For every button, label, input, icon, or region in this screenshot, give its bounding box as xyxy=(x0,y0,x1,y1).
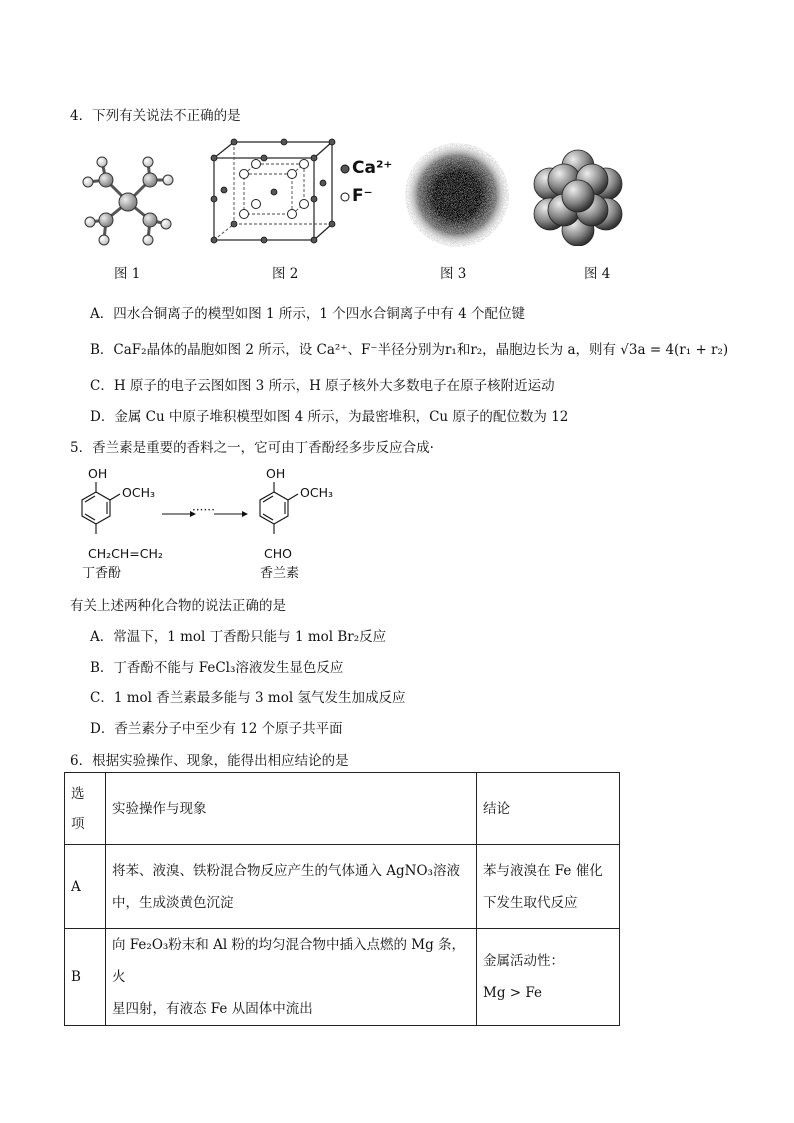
row-a-conclusion: 苯与液溴在 Fe 催化 下发生取代反应 xyxy=(477,845,620,929)
figure-1-copper-complex xyxy=(78,150,178,250)
figure-3-electron-cloud xyxy=(402,140,512,250)
table-row xyxy=(65,845,620,929)
right-oh-group: OH xyxy=(266,466,286,481)
row-b-option: B xyxy=(65,929,106,1026)
table-header-row xyxy=(65,773,620,845)
header-option: 选项 xyxy=(65,773,106,845)
left-och3-group: OCH₃ xyxy=(122,485,155,500)
reaction-scheme xyxy=(66,470,386,550)
figure-2-caf2-unit-cell xyxy=(208,138,338,246)
row-a-operation: 将苯、液溴、铁粉混合物反应产生的气体通入 AgNO₃溶液 中，生成淡黄色沉淀 xyxy=(106,845,477,929)
fluoride-ion-legend-icon xyxy=(340,192,350,202)
q5-intro: 有关上述两种化合物的说法正确的是 xyxy=(70,598,286,614)
calcium-ion-legend-icon xyxy=(340,164,350,174)
reaction-dots: ······ xyxy=(192,503,215,517)
legend-f: F⁻ xyxy=(352,186,373,206)
row-b-operation: 向 Fe₂O₃粉末和 Al 粉的均匀混合物中插入点燃的 Mg 条，火 星四射，有液态 Fe 从固体中流出 xyxy=(106,929,477,1026)
q5-option-b: B．丁香酚不能与 FeCl₃溶液发生显色反应 xyxy=(90,660,344,676)
table-row xyxy=(65,929,620,1026)
q4-option-c: C．H 原子的电子云图如图 3 所示，H 原子核外大多数电子在原子核附近运动 xyxy=(90,378,555,394)
row-b-conclusion: 金属活动性： Mg > Fe xyxy=(477,929,620,1026)
q5-option-d: D．香兰素分子中至少有 12 个原子共平面 xyxy=(90,721,343,737)
figure-4-label: 图 4 xyxy=(584,266,611,282)
q4-stem: 4．下列有关说法不正确的是 xyxy=(70,108,241,124)
figure-2-label: 图 2 xyxy=(272,266,299,282)
q4-option-a: A．四水合铜离子的模型如图 1 所示，1 个四水合铜离子中有 4 个配位键 xyxy=(90,306,525,322)
right-cho-group: CHO xyxy=(264,546,292,561)
header-operation: 实验操作与现象 xyxy=(106,773,477,845)
q5-stem: 5．香兰素是重要的香料之一，它可由丁香酚经多步反应合成· xyxy=(70,440,434,456)
eugenol-name: 丁香酚 xyxy=(82,566,122,581)
left-oh-group: OH xyxy=(88,466,108,481)
figure-4-close-packing xyxy=(528,146,628,246)
experiment-table xyxy=(64,772,620,1026)
q6-stem: 6．根据实验操作、现象，能得出相应结论的是 xyxy=(70,753,349,769)
right-och3-group: OCH₃ xyxy=(300,485,333,500)
q4-option-d: D．金属 Cu 中原子堆积模型如图 4 所示，为最密堆积，Cu 原子的配位数为 12 xyxy=(90,409,569,425)
left-allyl-group: CH₂CH=CH₂ xyxy=(88,546,163,561)
q4-option-b: B．CaF₂晶体的晶胞如图 2 所示，设 Ca²⁺、F⁻半径分别为r₁和r₂，晶胞边长为 a，则有 √3a = 4(r₁ + r₂) xyxy=(90,342,729,358)
q5-option-a: A．常温下，1 mol 丁香酚只能与 1 mol Br₂反应 xyxy=(90,629,387,645)
header-conclusion: 结论 xyxy=(477,773,620,845)
figure-3-label: 图 3 xyxy=(440,266,467,282)
vanillin-name: 香兰素 xyxy=(260,566,300,581)
legend-ca: Ca²⁺ xyxy=(352,158,393,178)
row-a-option: A xyxy=(65,845,106,929)
figure-1-label: 图 1 xyxy=(114,266,141,282)
q5-option-c: C．1 mol 香兰素最多能与 3 mol 氢气发生加成反应 xyxy=(90,690,406,706)
